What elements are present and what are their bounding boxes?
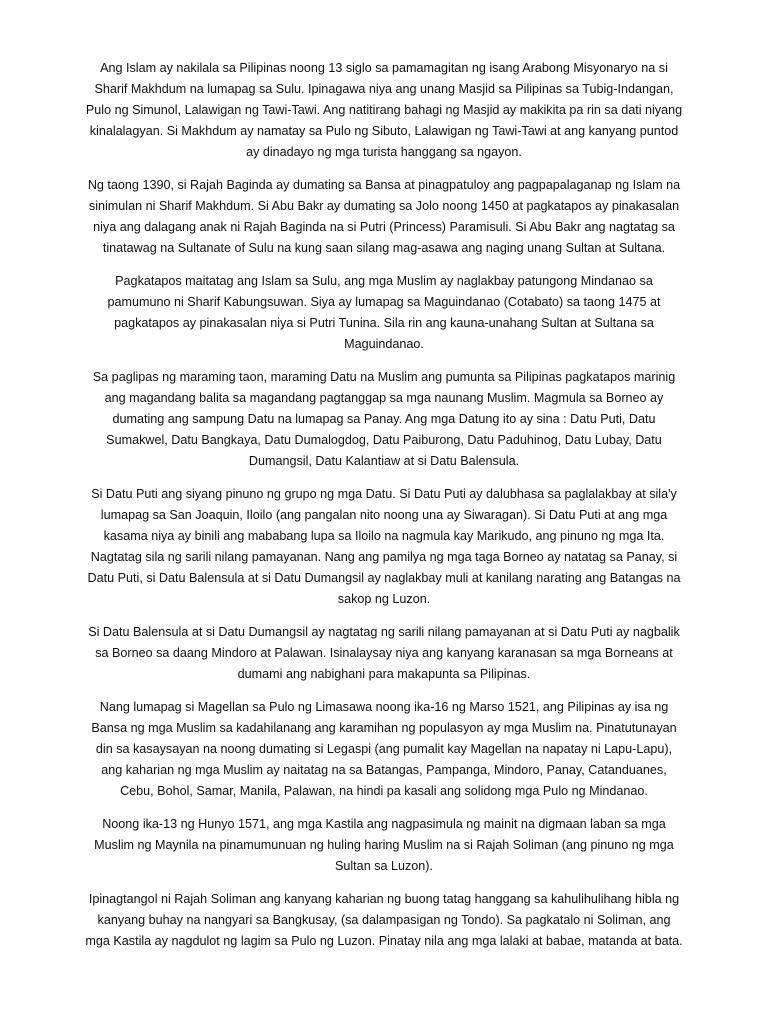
paragraph-5: Si Datu Puti ang siyang pinuno ng grupo ng mga Datu. Si Datu Puti ay dalubhasa sa paglalakbay at sila'y lumapag sa San Joaquin, Iloilo (ang pangalan nito noong una ay Siwaragan). Si Datu Puti at ang mga kasama niya ay binili ang mababang lupa sa Iloilo na nagmula kay Marikudo, ang pinuno ng mga Ita. Nagtatag sila ng sarili nilang pamayanan. Nang ang pamilya ng mga taga Borneo ay natatag sa Panay, si Datu Puti, si Datu Balensula at si Datu Dumangsil ay naglakbay muli at kanilang narating ang Batangas na sakop ng Luzon. — [87, 487, 681, 606]
document-page — [84, 58, 684, 964]
paragraph-9: Ipinagtangol ni Rajah Soliman ang kanyang kaharian ng buong tatag hanggang sa kahulihulihang hibla ng kanyang buhay na nangyari sa Bangkusay, (sa dalampasigan ng Tondo). Sa pagkatalo ni Soliman, ang mga Kastila ay nagdulot ng lagim sa Pulo ng Luzon. Pinatay nila ang mga lalaki at babae, matanda at bata. — [85, 892, 683, 948]
paragraph-2: Ng taong 1390, si Rajah Baginda ay dumating sa Bansa at pinagpatuloy ang pagpapalaganap ng Islam na sinimulan ni Sharif Makhdum. Si Abu Bakr ay dumating sa Jolo noong 1450 at pagkatapos ay pinakasalan niya ang dalagang anak ni Rajah Baginda na si Putri (Princess) Paramisuli. Si Abu Bakr ang nagtatag sa tinatawag na Sultanate of Sulu na kung saan silang mag-asawa ang naging unang Sultan at Sultana. — [87, 178, 681, 255]
paragraph-3: Pagkatapos maitatag ang Islam sa Sulu, ang mga Muslim ay naglakbay patungong Mindanao sa pamumuno ni Sharif Kabungsuwan. Siya ay lumapag sa Maguindanao (Cotabato) sa taong 1475 at pagkatapos ay pinakasalan niya si Putri Tunina. Sila rin ang kauna-unahang Sultan at Sultana sa Maguindanao. — [107, 274, 661, 351]
paragraph-6: Si Datu Balensula at si Datu Dumangsil ay nagtatag ng sarili nilang pamayanan at si Datu Puti ay nagbalik sa Borneo sa daang Mindoro at Palawan. Isinalaysay niya ang kanyang karanasan sa mga Borneans at dumami ang nabighani para makapunta sa Pilipinas. — [88, 625, 680, 681]
paragraph-8: Noong ika-13 ng Hunyo 1571, ang mga Kastila ang nagpasimula ng mainit na digmaan laban sa mga Muslim ng Maynila na pinamumunuan ng huling haring Muslim na si Rajah Soliman (ang pinuno ng mga Sultan sa Luzon). — [94, 817, 674, 873]
paragraph-4: Sa paglipas ng maraming taon, maraming Datu na Muslim ang pumunta sa Pilipinas pagkatapos marinig ang magandang balita sa magandang pagtanggap sa mga naunang Muslim. Magmula sa Borneo ay dumating ang sampung Datu na lumapag sa Panay. Ang mga Datung ito ay sina : Datu Puti, Datu Sumakwel, Datu Bangkaya, Datu Dumalogdog, Datu Paiburong, Datu Paduhinog, Datu Lubay, Datu Dumangsil, Datu Kalantiaw at si Datu Balensula. — [92, 370, 676, 468]
paragraph-7: Nang lumapag si Magellan sa Pulo ng Limasawa noong ika-16 ng Marso 1521, ang Pilipinas ay isa ng Bansa ng mga Muslim sa kadahilanang ang karamihan ng populasyon ay mga Muslim na. Pinatutunayan din sa kasaysayan na noong dumating si Legaspi (ang pumalit kay Magellan na napatay ni Lapu-Lapu), ang kaharian ng mga Muslim ay naitatag na sa Batangas, Pampanga, Mindoro, Panay, Catanduanes, Cebu, Bohol, Samar, Manila, Palawan, na hindi pa kasali ang solidong mga Pulo ng Mindanao. — [91, 700, 677, 798]
paragraph-1: Ang Islam ay nakilala sa Pilipinas noong 13 siglo sa pamamagitan ng isang Arabong Misyonaryo na si Sharif Makhdum na lumapag sa Sulu. Ipinagawa niya ang unang Masjid sa Pilipinas sa Tubig-Indangan, Pulo ng Simunol, Lalawigan ng Tawi-Tawi. Ang natitirang bahagi ng Masjid ay makikita pa rin sa dati niyang kinalalagyan. Si Makhdum ay namatay sa Pulo ng Sibuto, Lalawigan ng Tawi-Tawi at ang kanyang puntod ay dinadayo ng mga turista hanggang sa ngayon. — [85, 61, 683, 159]
